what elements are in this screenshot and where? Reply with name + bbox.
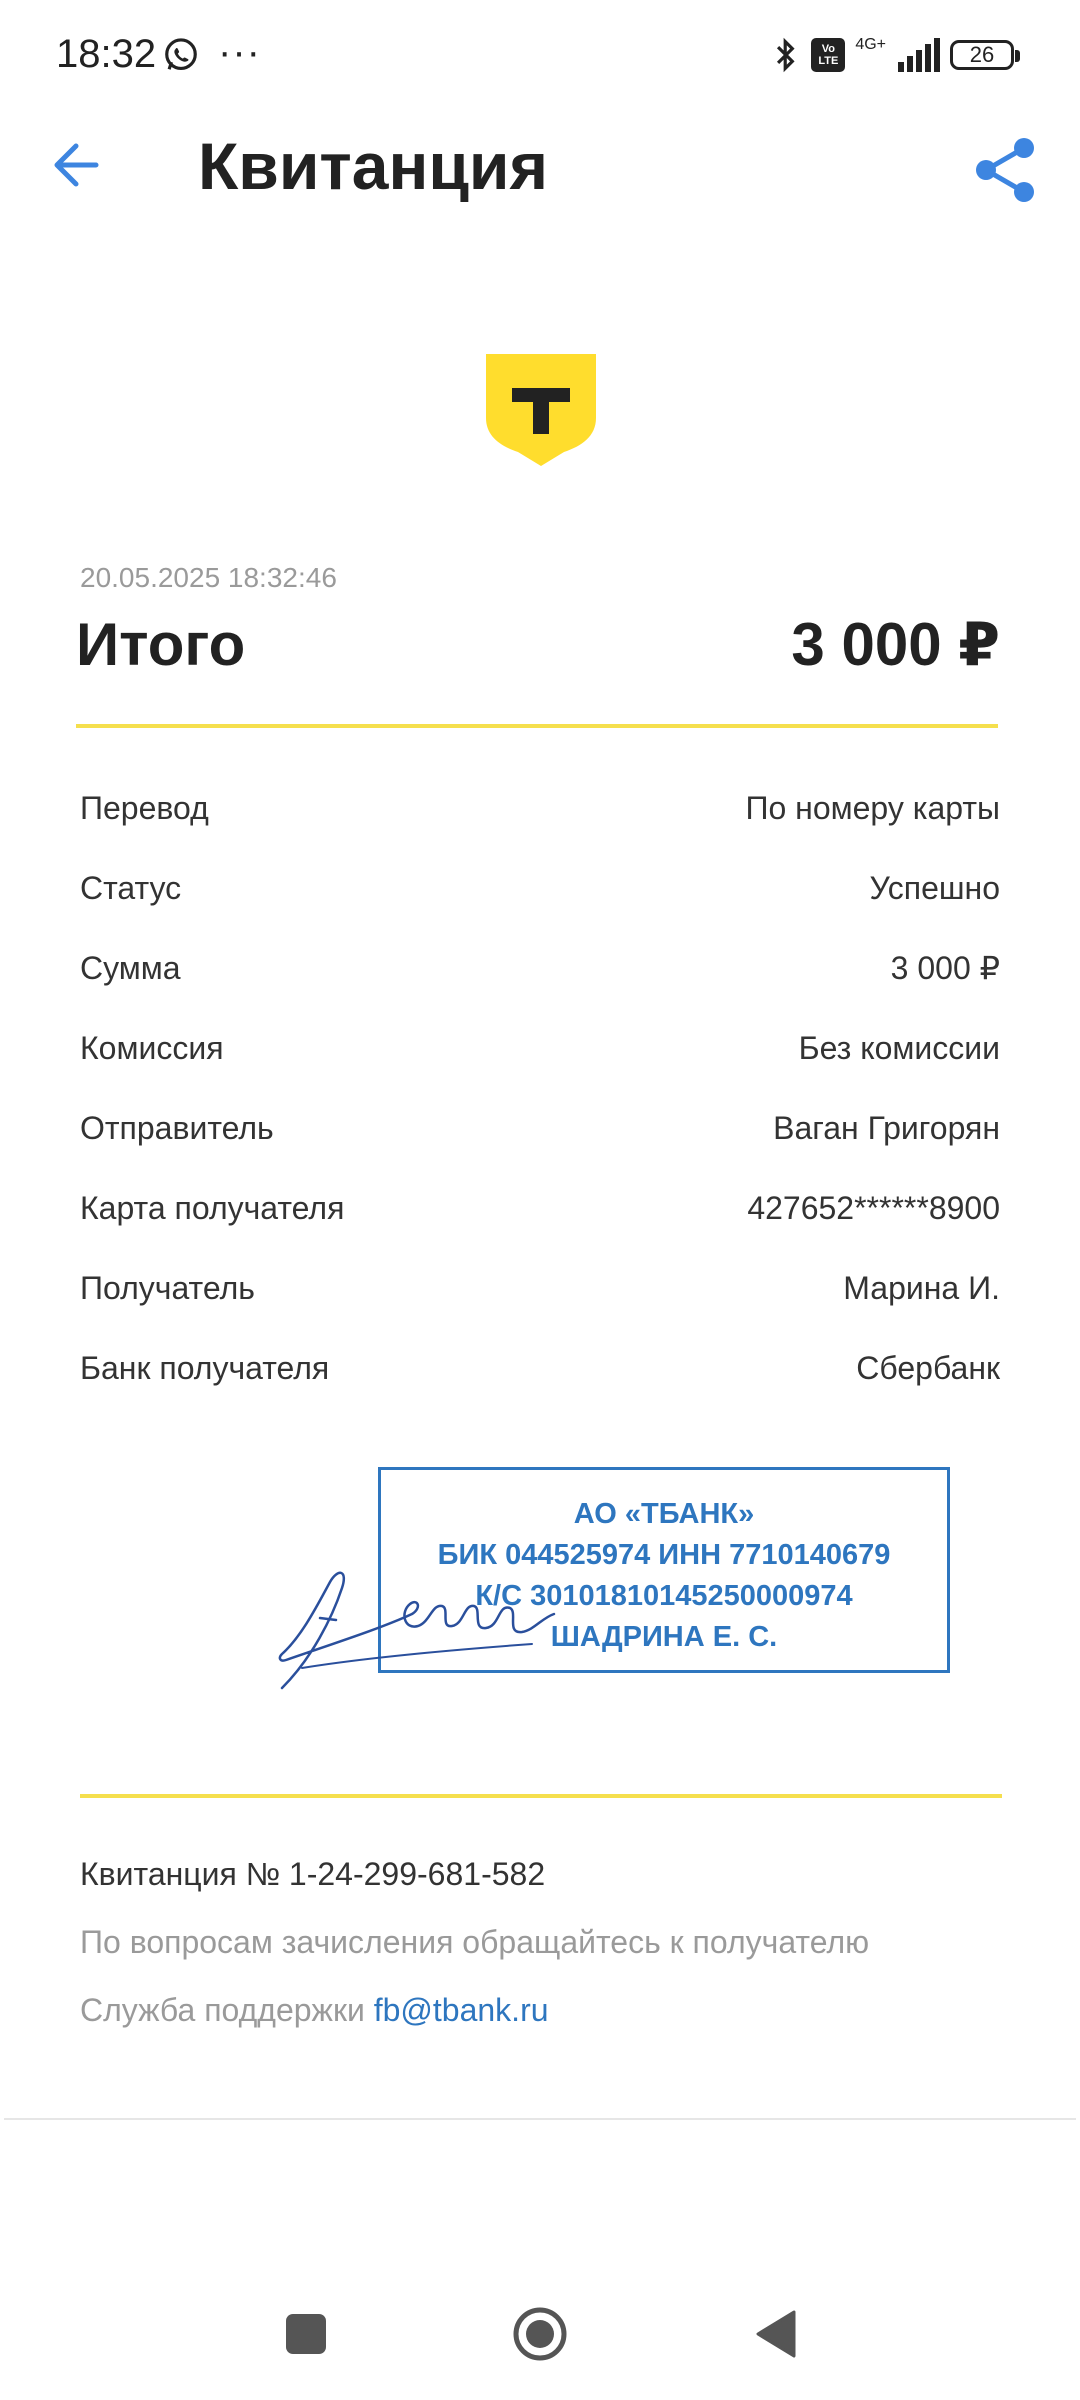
- detail-row-recipient-card: [80, 1168, 1000, 1248]
- detail-value: Без комиссии: [798, 1029, 1000, 1066]
- tbank-logo: [484, 352, 598, 468]
- volte-top-label: Vo: [821, 43, 835, 55]
- detail-row-commission: [80, 1008, 1000, 1088]
- status-overflow-dots: ···: [218, 30, 261, 74]
- recipient-note: По вопросам зачисления обращайтесь к получателю: [80, 1924, 870, 1960]
- support-email-link[interactable]: fb@tbank.ru: [373, 1992, 549, 2028]
- stamp-line-account: К/С 30101810145250000974: [475, 1580, 853, 1612]
- detail-label: Перевод: [80, 789, 209, 826]
- detail-row-recipient-bank: [80, 1328, 1000, 1408]
- bluetooth-icon: [771, 36, 801, 74]
- detail-value: 427652******8900: [747, 1189, 1000, 1226]
- arrow-left-icon[interactable]: [44, 130, 114, 200]
- back-icon[interactable]: [754, 2310, 796, 2358]
- detail-value: Сбербанк: [856, 1349, 1000, 1386]
- detail-row-recipient: [80, 1248, 1000, 1328]
- detail-value: Успешно: [869, 869, 1000, 906]
- detail-value: 3 000 ₽: [890, 950, 1000, 986]
- detail-label: Банк получателя: [80, 1349, 330, 1386]
- status-icons: [771, 36, 1014, 74]
- detail-value: По номеру карты: [745, 789, 1000, 826]
- status-time: 18:32: [56, 32, 157, 76]
- detail-value: Марина И.: [843, 1269, 1000, 1306]
- detail-value: Ваган Григорян: [773, 1109, 1000, 1146]
- support-label: Служба поддержки: [80, 1992, 374, 2028]
- detail-label: Получатель: [80, 1269, 255, 1306]
- support-line: [80, 1992, 549, 2029]
- details-list: [80, 768, 1000, 1408]
- network-type-label: 4G+: [855, 36, 886, 53]
- signature: [272, 1548, 562, 1698]
- detail-label: Статус: [80, 869, 182, 906]
- share-icon[interactable]: [968, 134, 1040, 206]
- recents-icon[interactable]: [286, 2314, 326, 2354]
- detail-label: Комиссия: [80, 1029, 224, 1066]
- total-value: 3 000 ₽: [791, 611, 1000, 678]
- detail-row-sender: [80, 1088, 1000, 1168]
- whatsapp-icon: [162, 36, 200, 74]
- detail-label: Отправитель: [80, 1109, 274, 1146]
- divider-yellow: [80, 1794, 1002, 1798]
- volte-bottom-label: LTE: [818, 55, 839, 67]
- volte-icon: [811, 38, 845, 72]
- stamp-line-bik-inn: БИК 044525974 ИНН 7710140679: [437, 1539, 891, 1571]
- home-icon[interactable]: [512, 2306, 568, 2362]
- receipt-number: Квитанция № 1-24-299-681-582: [80, 1856, 546, 1892]
- divider-yellow: [76, 724, 998, 728]
- detail-row-status: [80, 848, 1000, 928]
- detail-row-transfer: [80, 768, 1000, 848]
- signal-icon: [896, 38, 940, 72]
- detail-label: Карта получателя: [80, 1189, 345, 1226]
- divider: [4, 2118, 1076, 2120]
- page-title: Квитанция: [198, 129, 548, 203]
- battery-icon: 26: [950, 40, 1014, 70]
- stamp-line-signer: ШАДРИНА Е. С.: [550, 1621, 778, 1653]
- stamp-line-company: АО «ТБАНК»: [573, 1498, 755, 1530]
- detail-row-amount: [80, 928, 1000, 1008]
- transaction-datetime: 20.05.2025 18:32:46: [80, 562, 337, 593]
- detail-label: Сумма: [80, 949, 181, 986]
- total-label: Итого: [76, 611, 246, 678]
